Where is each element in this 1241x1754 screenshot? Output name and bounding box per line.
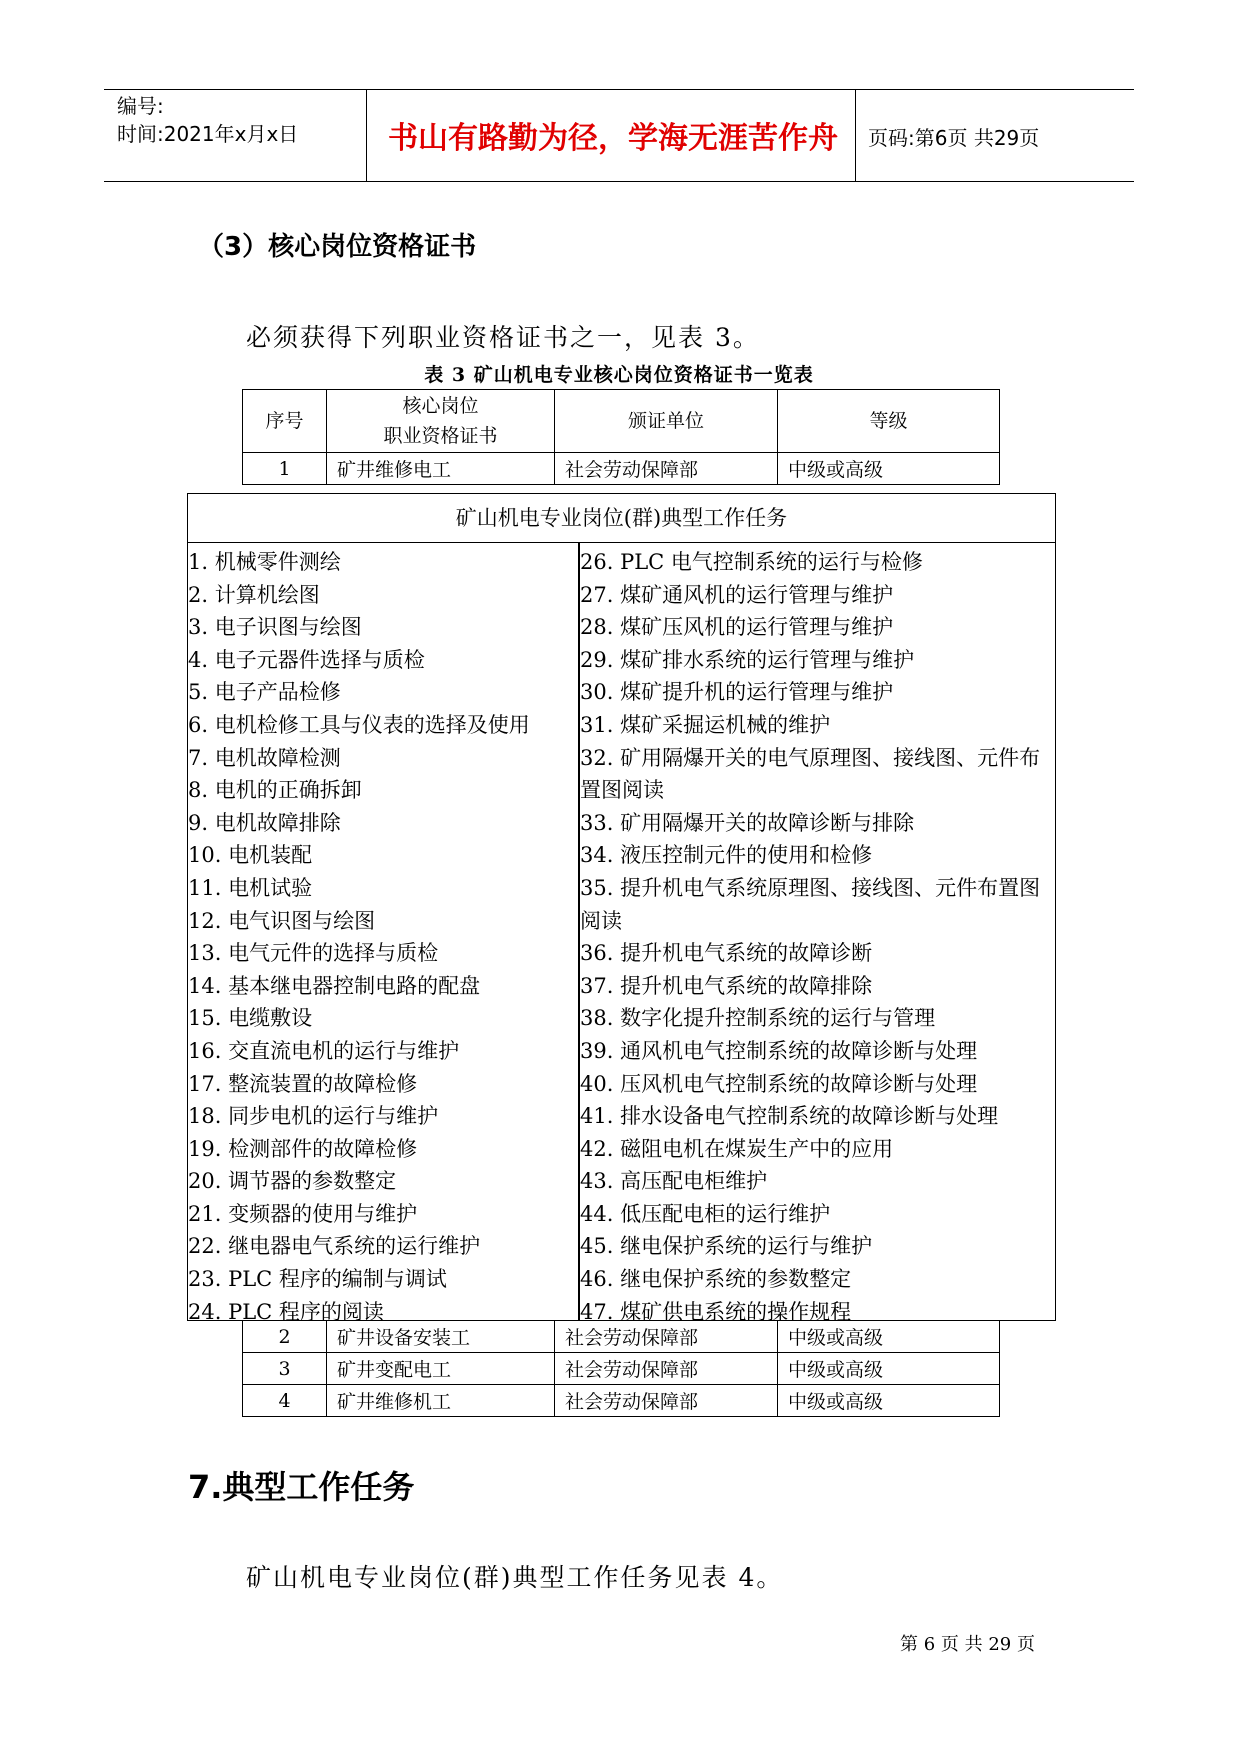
list-item: 40. 压风机电气控制系统的故障诊断与处理	[580, 1071, 978, 1096]
header-seq: 序号	[243, 390, 327, 453]
doc-number-label: 编号:	[117, 94, 164, 118]
header-bottom-rule	[104, 181, 1134, 182]
list-item: 27. 煤矿通风机的运行管理与维护	[580, 582, 894, 607]
section-7-paragraph: 矿山机电专业岗位(群)典型工作任务见表 4。	[246, 1563, 784, 1592]
list-item: 1. 机械零件测绘	[188, 550, 341, 574]
row-cert: 矿井设备安装工	[327, 1321, 555, 1353]
row-seq: 2	[243, 1321, 327, 1353]
list-item: 37. 提升机电气系统的故障排除	[580, 973, 873, 998]
header-meta	[117, 92, 298, 148]
list-item: 38. 数字化提升控制系统的运行与管理	[580, 1006, 936, 1031]
list-item: 10. 电机装配	[188, 843, 313, 868]
list-item: 29. 煤矿排水系统的运行管理与维护	[580, 647, 915, 672]
row-level: 中级或高级	[778, 1321, 1000, 1353]
list-item: 46. 继电保护系统的参数整定	[580, 1267, 852, 1292]
row-level: 中级或高级	[778, 1385, 1000, 1417]
table-row	[243, 453, 1000, 485]
tasks-left-column	[188, 546, 574, 1328]
row-issuer: 社会劳动保障部	[555, 1353, 778, 1385]
row-issuer: 社会劳动保障部	[555, 453, 778, 485]
intro-paragraph: 必须获得下列职业资格证书之一，见表 3。	[246, 323, 760, 352]
list-item: 30. 煤矿提升机的运行管理与维护	[580, 680, 894, 705]
list-item: 12. 电气识图与绘图	[188, 908, 376, 933]
row-level: 中级或高级	[778, 453, 1000, 485]
certificate-table-continued	[242, 1320, 1000, 1417]
list-item: 阅读	[580, 908, 622, 933]
list-item: 14. 基本继电器控制电路的配盘	[188, 973, 481, 998]
section-title: （3）核心岗位资格证书	[198, 232, 477, 262]
typical-tasks-box	[187, 493, 1056, 1324]
header-cert-line1: 核心岗位	[402, 395, 479, 417]
list-item: 3. 电子识图与绘图	[188, 615, 362, 640]
list-item: 32. 矿用隔爆开关的电气原理图、接线图、元件布	[580, 745, 1041, 770]
list-item: 2. 计算机绘图	[188, 582, 320, 607]
page-footer: 第 6 页 共 29 页	[900, 1634, 1035, 1655]
row-issuer: 社会劳动保障部	[555, 1321, 778, 1353]
list-item: 23. PLC 程序的编制与调试	[188, 1267, 447, 1292]
tasks-title: 矿山机电专业岗位(群)典型工作任务	[188, 494, 1055, 543]
row-seq: 1	[243, 453, 327, 485]
list-item: 44. 低压配电柜的运行维护	[580, 1201, 831, 1226]
list-item: 6. 电机检修工具与仪表的选择及使用	[188, 712, 530, 737]
list-item: 21. 变频器的使用与维护	[188, 1201, 418, 1226]
list-item: 45. 继电保护系统的运行与维护	[580, 1234, 873, 1259]
row-cert: 矿井变配电工	[327, 1353, 555, 1385]
header-cert-line2: 职业资格证书	[383, 425, 498, 447]
row-level: 中级或高级	[778, 1353, 1000, 1385]
doc-time-label: 时间:2021年x月x日	[117, 122, 299, 146]
table-row	[243, 1353, 1000, 1385]
header-motto: 书山有路勤为径，学海无涯苦作舟	[388, 121, 838, 156]
list-item: 41. 排水设备电气控制系统的故障诊断与处理	[580, 1104, 999, 1129]
table-row	[243, 1385, 1000, 1417]
list-item: 34. 液压控制元件的使用和检修	[580, 843, 873, 868]
list-item: 24. PLC 程序的阅读	[188, 1299, 384, 1324]
list-item: 19. 检测部件的故障检修	[188, 1136, 418, 1161]
header-divider-left	[366, 90, 367, 182]
page-info: 页码:第6页 共29页	[868, 126, 1040, 150]
list-item: 5. 电子产品检修	[188, 680, 341, 705]
row-cert: 矿井维修机工	[327, 1385, 555, 1417]
row-cert: 矿井维修电工	[327, 453, 555, 485]
list-item: 8. 电机的正确拆卸	[188, 778, 362, 803]
row-seq: 3	[243, 1353, 327, 1385]
list-item: 35. 提升机电气系统原理图、接线图、元件布置图	[580, 875, 1041, 900]
list-item: 17. 整流装置的故障检修	[188, 1071, 418, 1096]
list-item: 置图阅读	[580, 778, 664, 803]
list-item: 18. 同步电机的运行与维护	[188, 1104, 439, 1129]
list-item: 33. 矿用隔爆开关的故障诊断与排除	[580, 810, 915, 835]
list-item: 26. PLC 电气控制系统的运行与检修	[580, 550, 923, 574]
row-seq: 4	[243, 1385, 327, 1417]
table-row	[243, 1321, 1000, 1353]
list-item: 16. 交直流电机的运行与维护	[188, 1038, 460, 1063]
list-item: 31. 煤矿采掘运机械的维护	[580, 712, 831, 737]
list-item: 9. 电机故障排除	[188, 810, 341, 835]
list-item: 22. 继电器电气系统的运行维护	[188, 1234, 481, 1259]
table-caption: 表 3 矿山机电专业核心岗位资格证书一览表	[424, 364, 814, 386]
row-issuer: 社会劳动保障部	[555, 1385, 778, 1417]
list-item: 15. 电缆敷设	[188, 1006, 313, 1031]
list-item: 39. 通风机电气控制系统的故障诊断与处理	[580, 1038, 978, 1063]
certificate-table	[242, 389, 1000, 485]
list-item: 36. 提升机电气系统的故障诊断	[580, 941, 873, 966]
list-item: 13. 电气元件的选择与质检	[188, 941, 439, 966]
list-item: 4. 电子元器件选择与质检	[188, 647, 425, 672]
tasks-right-column	[580, 546, 1054, 1328]
list-item: 11. 电机试验	[188, 875, 313, 900]
list-item: 42. 磁阻电机在煤炭生产中的应用	[580, 1136, 894, 1161]
list-item: 20. 调节器的参数整定	[188, 1169, 397, 1194]
table-header-row	[243, 390, 1000, 453]
list-item: 43. 高压配电柜维护	[580, 1169, 768, 1194]
list-item: 7. 电机故障检测	[188, 745, 341, 770]
header-level: 等级	[778, 390, 1000, 453]
list-item: 28. 煤矿压风机的运行管理与维护	[580, 615, 894, 640]
header-cert	[327, 390, 555, 453]
header-top-rule	[104, 89, 1134, 90]
list-item: 47. 煤矿供电系统的操作规程	[580, 1299, 852, 1324]
section-7-title: 7.典型工作任务	[188, 1468, 415, 1506]
header-issuer: 颁证单位	[555, 390, 778, 453]
